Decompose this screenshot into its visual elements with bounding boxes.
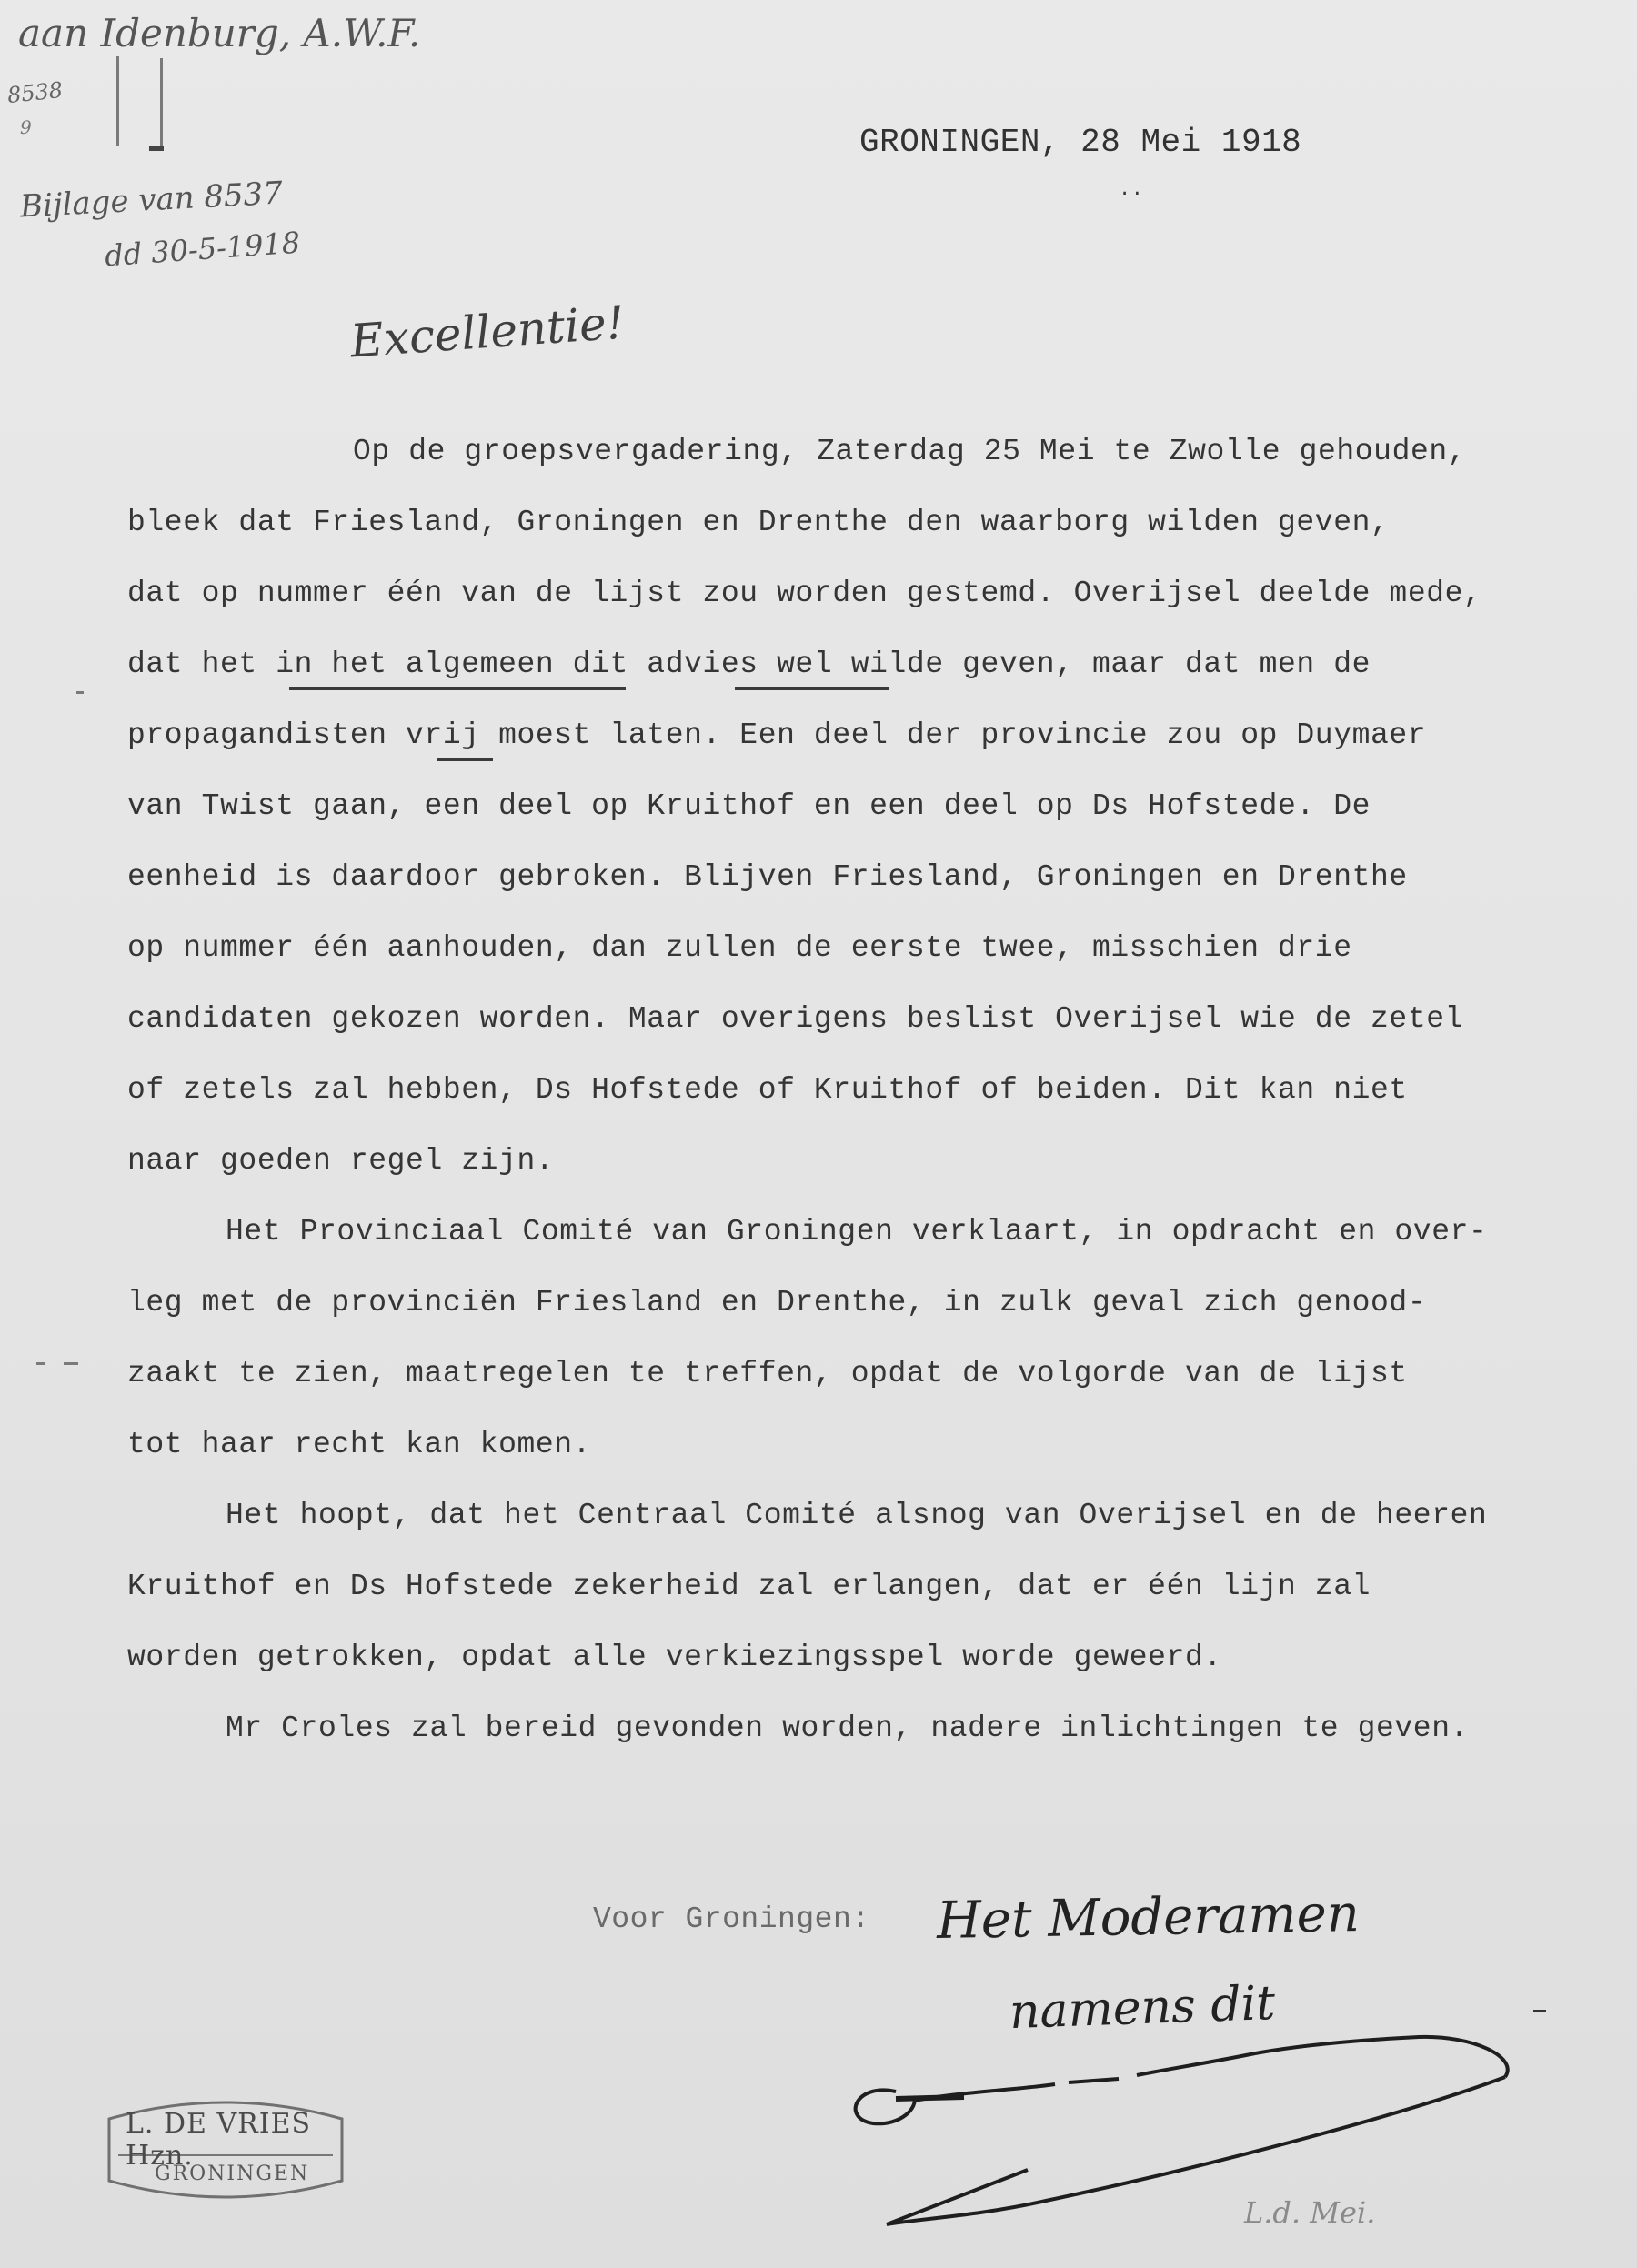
publisher-stamp — [98, 2092, 353, 2210]
body-line: worden getrokken, opdat alle verkiezingsspel worde geweerd. — [127, 1641, 1222, 1674]
place-date: GRONINGEN, 28 Mei 1918 — [859, 124, 1302, 161]
body-line: van Twist gaan, een deel op Kruithof en een deel op Ds Hofstede. De — [127, 789, 1371, 823]
closing-label: Voor Groningen: — [593, 1902, 870, 1936]
body-line: bleek dat Friesland, Groningen en Drenthe den waarborg wilden geven, — [127, 506, 1390, 539]
bijlage-date: dd 30-5-1918 — [103, 225, 302, 274]
pencil-footnote: L.d. Mei. — [1244, 2195, 1376, 2230]
stamp-city: GRONINGEN — [155, 2163, 310, 2185]
date-mark: .. — [1119, 178, 1144, 201]
body-line: zaakt te zien, maatregelen te treffen, opdat de volgorde van de lijst — [127, 1357, 1408, 1390]
body-line: eenheid is daardoor gebroken. Blijven Friesland, Groningen en Drenthe — [127, 860, 1408, 894]
signature-line-1: Het Moderamen — [936, 1883, 1361, 1952]
body-line: dat het in het algemeen dit advies wel wilde geven, maar dat men de — [127, 647, 1371, 681]
body-line: leg met de provinciën Friesland en Drenthe, in zulk geval zich genood- — [127, 1286, 1427, 1320]
bijlage-annotation: Bijlage van 8537 — [19, 175, 284, 226]
body-line: Kruithof en Ds Hofstede zekerheid zal erlangen, dat er één lijn zal — [127, 1570, 1371, 1603]
body-line: of zetels zal hebben, Ds Hofstede of Kruithof of beiden. Dit kan niet — [127, 1073, 1408, 1107]
body-line: propagandisten vrij moest laten. Een deel der provincie zou op Duymaer — [127, 718, 1427, 752]
body-line: dat op nummer één van de lijst zou worden gestemd. Overijsel deelde mede, — [127, 577, 1482, 610]
archive-number: 8538 — [5, 76, 65, 109]
body-line: Het hoopt, dat het Centraal Comité alsnog van Overijsel en de heeren — [226, 1499, 1488, 1532]
body-line: Het Provinciaal Comité van Groningen verklaart, in opdracht en over- — [226, 1215, 1488, 1249]
salutation: Excellentie! — [348, 296, 627, 368]
recipient-annotation: aan Idenburg, A.W.F. — [18, 11, 421, 55]
body-line: Op de groepsvergadering, Zaterdag 25 Mei te Zwolle gehouden, — [353, 435, 1467, 468]
body-line: naar goeden regel zijn. — [127, 1144, 555, 1178]
body-line: Mr Croles zal bereid gevonden worden, nadere inlichtingen te geven. — [226, 1711, 1470, 1745]
body-line: candidaten gekozen worden. Maar overigens beslist Overijsel wie de zetel — [127, 1002, 1464, 1036]
body-line: op nummer één aanhouden, dan zullen de eerste twee, misschien drie — [127, 931, 1352, 965]
archive-subnumber: 9 — [20, 116, 32, 138]
signature-line-2: namens dit — [1009, 1975, 1277, 2041]
stamp-name: L. DE VRIES Hzn. — [126, 2108, 312, 2172]
body-line: tot haar recht kan komen. — [127, 1428, 592, 1461]
